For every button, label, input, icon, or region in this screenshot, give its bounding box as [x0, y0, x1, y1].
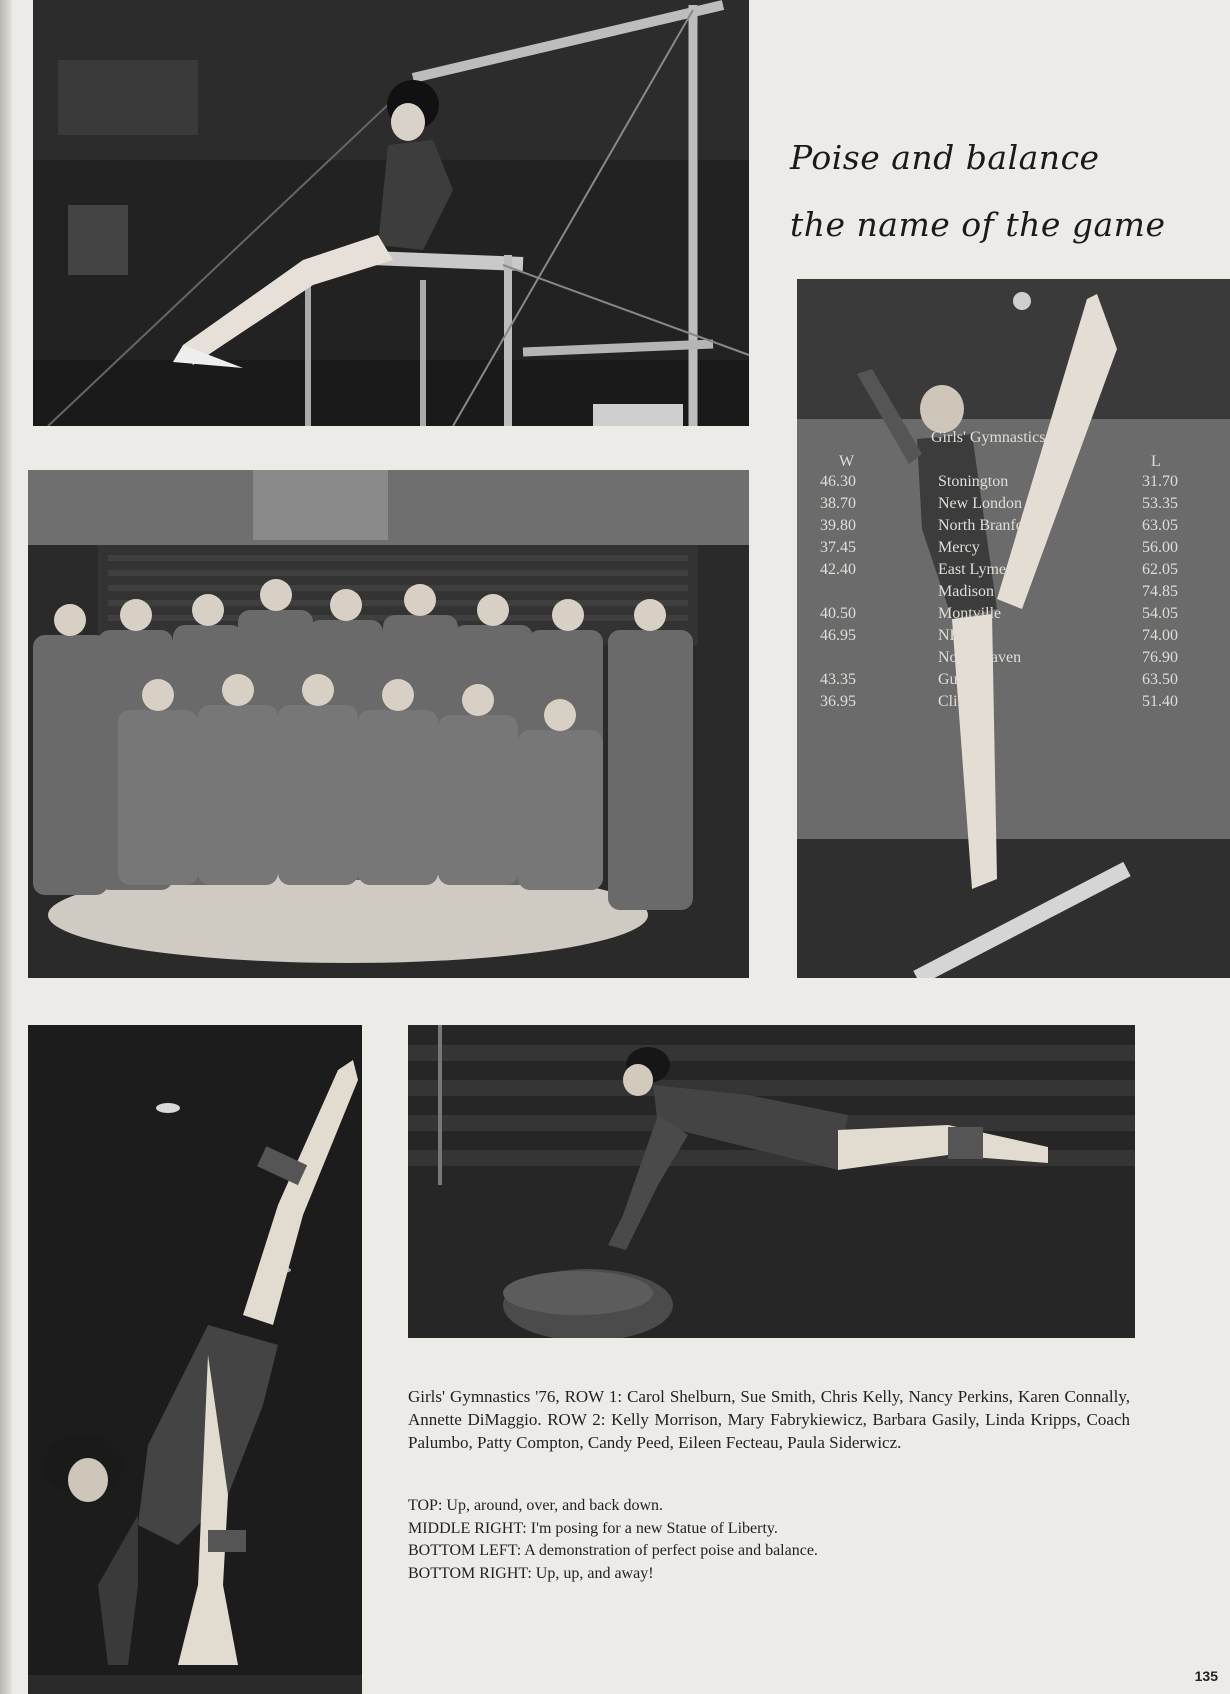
score-l: 63.50: [1142, 671, 1178, 688]
score-w: 46.95: [820, 627, 856, 644]
score-team: East Lyme: [938, 561, 1006, 578]
scoreboard-row: [797, 473, 1230, 495]
scoreboard-row: [797, 517, 1230, 539]
photo-note-bottom-left: BOTTOM LEFT: A demonstration of perfect poise and balance.: [408, 1542, 818, 1559]
photo-note-bottom-right: BOTTOM RIGHT: Up, up, and away!: [408, 1564, 654, 1582]
score-l: 62.05: [1142, 561, 1178, 578]
photo-walkover-pose: [28, 1025, 362, 1694]
score-l: 53.35: [1142, 495, 1178, 512]
scoreboard: [797, 279, 1230, 978]
score-w: 37.45: [820, 539, 856, 556]
score-w: 42.40: [820, 561, 856, 578]
team-roster-caption: Girls' Gymnastics '76, ROW 1: Carol Shelburn, Sue Smith, Chris Kelly, Nancy Perkins, Karen Connally, Annette DiMaggio. ROW 2: Kelly Morrison, Mary Fabrykiewicz, Barbara Gasily, Linda Kripps, Coach Palumbo, Patty Compton, Candy Peed, Eileen Fecteau, Paula Siderwicz.: [408, 1387, 1130, 1452]
score-team: Montville: [938, 605, 1002, 622]
photo-vault-leap: [408, 1025, 1135, 1338]
photo-team-group: [28, 470, 749, 978]
scoreboard-row: [797, 693, 1230, 715]
score-team: NFA: [938, 627, 969, 644]
score-team: North Haven: [938, 649, 1022, 666]
scoreboard-row: [797, 627, 1230, 649]
headline-line-2: the name of the game: [790, 205, 1166, 244]
scoreboard-col-l: L: [1151, 453, 1161, 470]
photo-uneven-bars: [33, 0, 749, 426]
score-team: Stonington: [938, 473, 1009, 490]
score-team: Clinton: [938, 693, 987, 710]
scoreboard-title: Girls' Gymnastics: [931, 429, 1046, 446]
scoreboard-row: [797, 583, 1230, 605]
scoreboard-row: [797, 561, 1230, 583]
score-w: 39.80: [820, 517, 856, 534]
score-w: 46.30: [820, 473, 856, 490]
score-w: 43.35: [820, 671, 856, 688]
photo-note-top: TOP: Up, around, over, and back down.: [408, 1497, 664, 1514]
score-team: Madison: [938, 583, 994, 600]
scoreboard-col-w: W: [839, 453, 855, 470]
score-w: 40.50: [820, 605, 856, 622]
score-w: 36.95: [820, 693, 856, 710]
scoreboard-row: [797, 495, 1230, 517]
photo-note-middle-right: MIDDLE RIGHT: I'm posing for a new Statue of Liberty.: [408, 1519, 778, 1537]
score-l: 51.40: [1142, 693, 1178, 710]
scoreboard-row: [797, 539, 1230, 561]
page-gutter-shadow: [0, 0, 12, 1694]
score-w: 38.70: [820, 495, 856, 512]
scoreboard-row: [797, 649, 1230, 671]
score-l: 74.85: [1142, 583, 1178, 600]
score-l: 56.00: [1142, 539, 1178, 556]
score-l: 31.70: [1142, 473, 1178, 490]
photo-notes: [408, 1495, 1130, 1585]
headline-line-1: Poise and balance: [790, 138, 1100, 177]
score-team: Mercy: [938, 539, 980, 556]
score-team: North Branford: [938, 517, 1038, 534]
score-l: 74.00: [1142, 627, 1178, 644]
score-team: Guilford: [938, 671, 994, 688]
score-team: New London: [938, 495, 1022, 512]
page-number: 135: [1194, 1668, 1218, 1684]
score-l: 63.05: [1142, 517, 1178, 534]
score-l: 54.05: [1142, 605, 1178, 622]
score-l: 76.90: [1142, 649, 1178, 666]
scoreboard-row: [797, 605, 1230, 627]
scoreboard-row: [797, 671, 1230, 693]
